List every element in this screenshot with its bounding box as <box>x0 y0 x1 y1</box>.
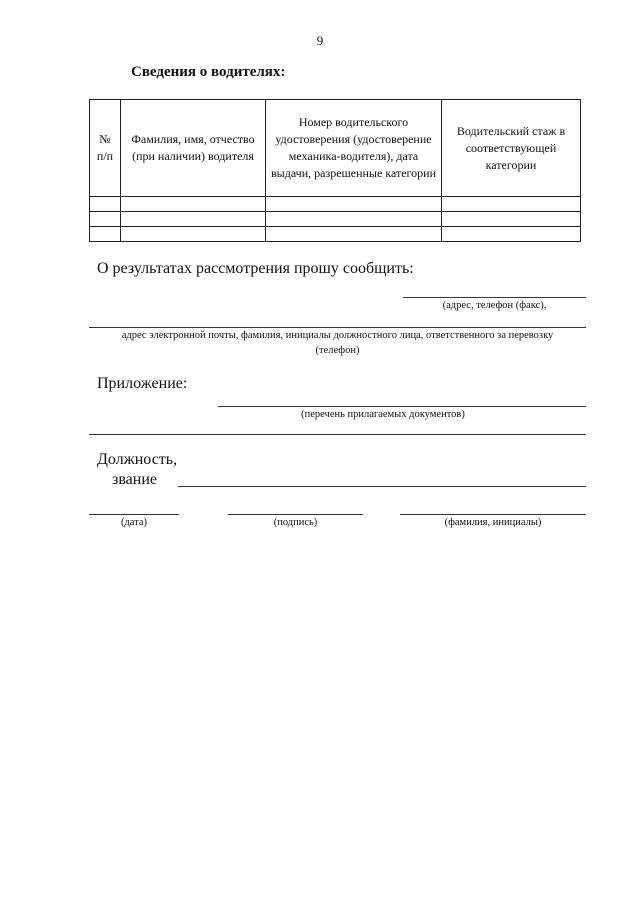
table-cell[interactable] <box>121 227 266 242</box>
signature-line[interactable] <box>228 514 363 515</box>
phone-caption: (телефон) <box>315 345 360 356</box>
table-cell[interactable] <box>121 197 266 212</box>
position-label: Должность, <box>97 451 178 468</box>
header-experience: Водительский стаж в соответствующей категории <box>442 100 581 197</box>
table-cell[interactable] <box>442 227 581 242</box>
table-cell[interactable] <box>266 197 442 212</box>
rank-label: звание <box>112 471 157 488</box>
table-header-row <box>90 100 581 197</box>
name-line[interactable] <box>400 514 586 515</box>
header-full-name: Фамилия, имя, отчество (при наличии) водителя <box>121 100 266 197</box>
email-line[interactable] <box>89 327 586 328</box>
address-caption: (адрес, телефон (факс), <box>442 300 547 311</box>
table-cell[interactable] <box>121 212 266 227</box>
email-caption: адрес электронной почты, фамилия, инициалы должностного лица, ответственного за перевозку <box>121 330 554 341</box>
name-caption: (фамилия, инициалы) <box>444 517 542 528</box>
header-number: № п/п <box>90 100 121 197</box>
page-number: 9 <box>316 33 324 48</box>
attachment-caption: (перечень прилагаемых документов) <box>301 409 465 420</box>
attachment-line[interactable] <box>218 406 586 407</box>
signature-caption: (подпись) <box>273 517 318 528</box>
results-request-text: О результатах рассмотрения прошу сообщить: <box>97 260 414 277</box>
table-cell[interactable] <box>442 197 581 212</box>
table-cell[interactable] <box>90 197 121 212</box>
table-row <box>90 227 581 242</box>
table-cell[interactable] <box>90 227 121 242</box>
date-line[interactable] <box>89 514 179 515</box>
table-cell[interactable] <box>90 212 121 227</box>
drivers-table <box>89 99 581 242</box>
table-row <box>90 197 581 212</box>
date-caption: (дата) <box>120 517 148 528</box>
attachment-line-2[interactable] <box>89 434 586 435</box>
header-license: Номер водительского удостоверения (удостоверение механика-водителя), дата выдачи, разрешенные категории <box>266 100 442 197</box>
table-cell[interactable] <box>266 227 442 242</box>
address-line[interactable] <box>403 297 586 298</box>
attachment-label: Приложение: <box>97 375 188 392</box>
table-cell[interactable] <box>442 212 581 227</box>
position-line[interactable] <box>178 486 586 487</box>
section-title: Сведения о водителях: <box>131 64 286 80</box>
table-cell[interactable] <box>266 212 442 227</box>
table-row <box>90 212 581 227</box>
